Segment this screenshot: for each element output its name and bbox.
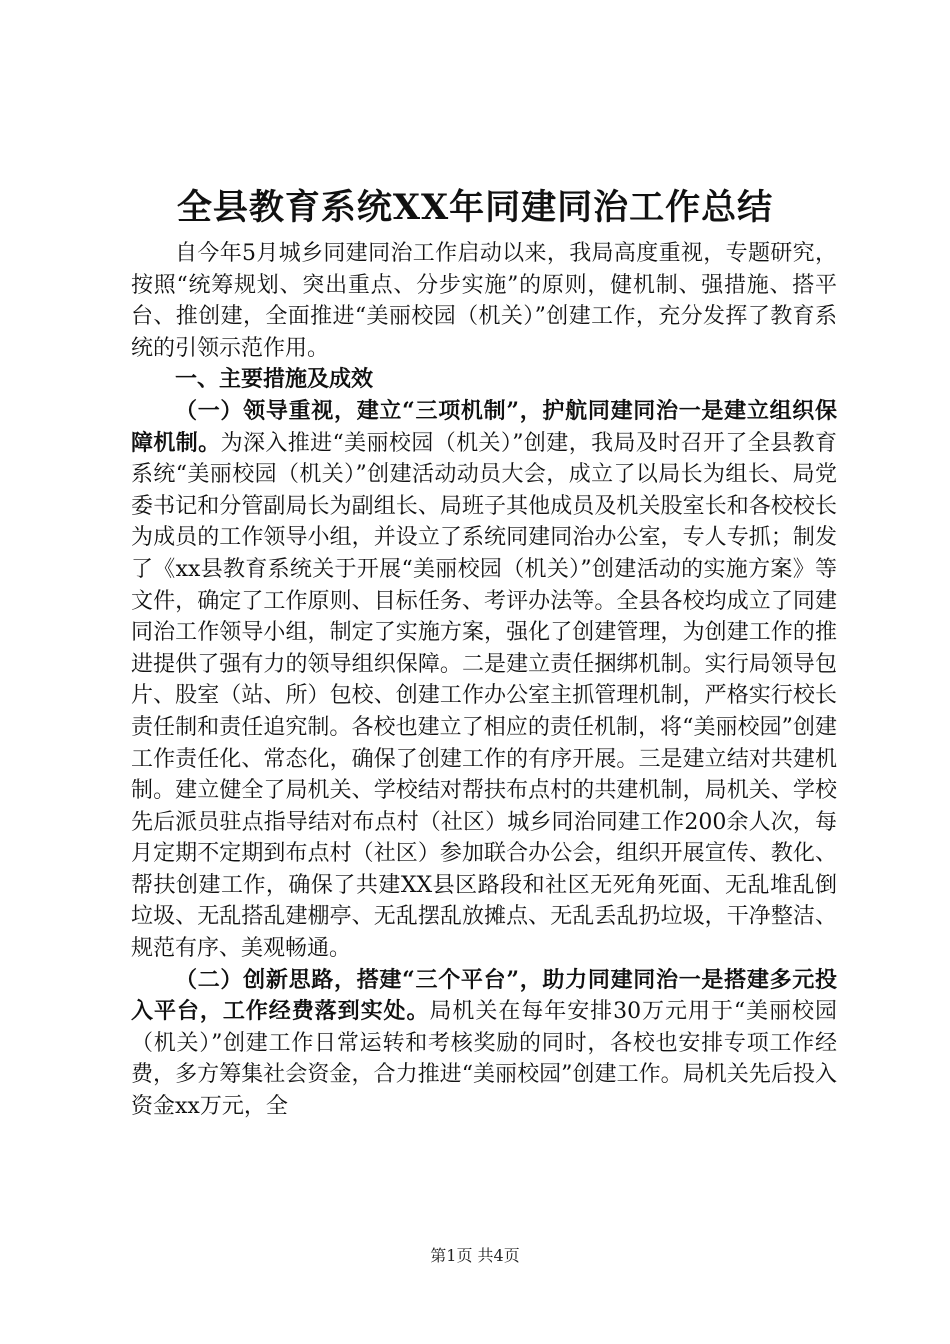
subsection-1-body: 为深入推进“美丽校园（机关）”创建，我局及时召开了全县教育系统“美丽校园（机关）”创建活动动员大会，成立了以局长为组长、局党委书记和分管副局长为副组长、局班子其他成员及机关股室长和各校校长为成员的工作领导小组，并设立了系统同建同治办公室，专人专抓；制发了《xx县教育系统关于开展“美丽校园（机关）”创建活动的实施方案》等文件，确定了工作原则、目标任务、考评办法等。全县各校均成立了同建同治工作领导小组，制定了实施方案，强化了创建管理，为创建工作的推进提供了强有力的领导组织保障。二是建立责任捆绑机制。实行局领导包片、股室（站、所）包校、创建工作办公室主抓管理机制，严格实行校长责任制和责任追究制。各校也建立了相应的责任机制，将“美丽校园”创建工作责任化、常态化，确保了创建工作的有序开展。三是建立结对共建机制。建立健全了局机关、学校结对帮扶布点村的共建机制，局机关、学校先后派员驻点指导结对布点村（社区）城乡同治同建工作200余人次，每月定期不定期到布点村（社区）参加联合办公会，组织开展宣传、教化、帮扶创建工作，确保了共建XX县区路段和社区无死角死面、无乱堆乱倒垃圾、无乱搭乱建棚亭、无乱摆乱放摊点、无乱丢乱扔垃圾，干净整洁、规范有序、美观畅通。 [131, 430, 837, 962]
subsection-1-paragraph [131, 396, 837, 965]
subsection-1-lead: （一）领导重视，建立“三项机制”，护航同建同治一是建立组织保障机制。 [131, 397, 837, 456]
document-body [131, 238, 837, 1123]
page-footer: 第1页 共4页 [430, 1246, 520, 1265]
subsection-2-paragraph [131, 965, 837, 1123]
document-title: 全县教育系统XX年同建同治工作总结 [176, 187, 774, 228]
section-heading: 一、主要措施及成效 [175, 366, 374, 393]
subsection-2-body: 局机关在每年安排30万元用于“美丽校园（机关）”创建工作日常运转和考核奖励的同时，各校也安排专项工作经费，多方筹集社会资金，合力推进“美丽校园”创建工作。局机关先后投入资金xx万元，全 [131, 999, 837, 1120]
intro-paragraph: 自今年5月城乡同建同治工作启动以来，我局高度重视，专题研究，按照“统筹规划、突出重点、分步实施”的原则，健机制、强措施、搭平台、推创建，全面推进“美丽校园（机关）”创建工作，充分发挥了教育系统的引领示范作用。 [131, 241, 837, 361]
subsection-2-lead: （二）创新思路，搭建“三个平台”，助力同建同治一是搭建多元投入平台，工作经费落到实处。 [131, 966, 837, 1025]
